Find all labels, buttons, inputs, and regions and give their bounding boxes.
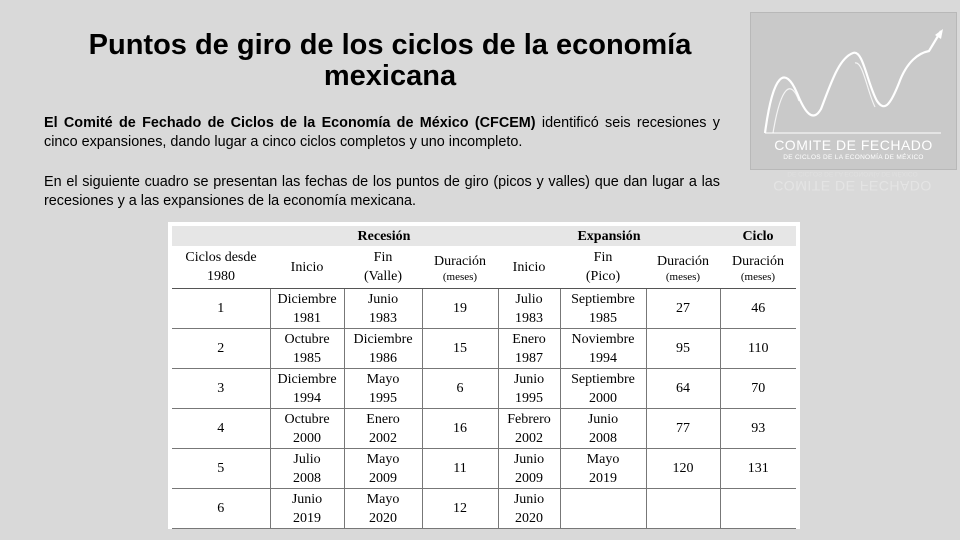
cell-exp-fin [560,289,646,329]
table-row [172,329,796,369]
cell-rec-dur: 16 [422,409,498,449]
cell-month: Junio [513,491,545,507]
cell-month: Julio [293,451,321,467]
cell-ciclo-dur: 46 [720,289,796,329]
cell-year: 1994 [293,390,321,406]
logo-name: COMITE DE FECHADO [774,137,933,153]
cell-exp-dur: 77 [646,409,720,449]
table-row [172,449,796,489]
cell-rec-inicio [270,329,344,369]
header-fin-pico-line1: Fin [593,250,613,265]
cell-ciclo: 1 [172,289,270,329]
cell-year: 2000 [293,430,321,446]
cell-ciclo-dur: 93 [720,409,796,449]
cell-ciclo: 4 [172,409,270,449]
header-ciclo-duracion [720,246,796,289]
cell-exp-dur: 95 [646,329,720,369]
cell-rec-inicio [270,449,344,489]
intro-paragraph [44,114,720,152]
cell-ciclo: 2 [172,329,270,369]
cell-rec-dur: 15 [422,329,498,369]
cell-month: Junio [367,291,399,307]
cell-exp-inicio [498,449,560,489]
cell-month: Septiembre [571,371,635,387]
cell-ciclo: 3 [172,369,270,409]
logo-subtitle: DE CICLOS DE LA ECONOMÍA DE MÉXICO [783,154,924,161]
header-meses2-label: (meses) [665,270,701,283]
header-fin-pico-line2: (Pico) [585,269,621,284]
cell-month: Junio [587,411,619,427]
header-rec-duracion [422,246,498,289]
cell-exp-inicio [498,289,560,329]
cell-year: 1983 [515,310,543,326]
cell-rec-fin [344,489,422,529]
cell-rec-fin [344,329,422,369]
cell-exp-inicio [498,329,560,369]
cell-rec-inicio [270,289,344,329]
cell-year: 2008 [589,430,617,446]
cell-year: 1995 [515,390,543,406]
intro-text: identificó seis recesiones y cinco expansiones, dando lugar a cinco ciclos completos y uno incompleto. [44,115,720,150]
cell-year: 1994 [589,350,617,366]
cell-year: 2008 [293,470,321,486]
logo-reflection-subtitle: DE CICLOS DE LA ECONOMÍA DE MÉXICO [787,170,918,177]
cell-month: Diciembre [353,331,413,347]
cell-year: 1987 [515,350,543,366]
cell-ciclo-dur [720,489,796,529]
cell-month: Mayo [366,451,400,467]
header-meses-label: (meses) [442,270,478,283]
cell-exp-dur [646,489,720,529]
page-title: Puntos de giro de los ciclos de la economía mexicana [88,29,692,92]
cell-exp-fin [560,449,646,489]
table-intro-paragraph: En el siguiente cuadro se presentan las fechas de los puntos de giro (picos y valles) que dan lugar a las recesiones y a las expansiones de la economía mexicana. [44,174,720,209]
cell-year: 1985 [589,310,617,326]
header-recesion: Recesión [270,226,498,246]
cell-year: 1983 [369,310,397,326]
header-meses3-label: (meses) [740,270,776,283]
header-fin-line1: Fin [373,250,393,265]
header-duracion2-label: Duración [656,253,710,269]
cell-ciclo-dur: 131 [720,449,796,489]
turning-points-table [172,226,796,529]
cell-month: Diciembre [277,291,337,307]
cell-exp-inicio [498,409,560,449]
header-sub-row [172,246,796,289]
table-row [172,409,796,449]
cell-exp-inicio [498,369,560,409]
cell-month: Junio [513,371,545,387]
header-exp-duracion [646,246,720,289]
cell-exp-dur: 120 [646,449,720,489]
header-exp-inicio: Inicio [498,246,560,289]
cell-month: Mayo [366,491,400,507]
cell-year: 2019 [293,510,321,526]
intro-bold-text: El Comité de Fechado de Ciclos de la Economía de México (CFCEM) [44,115,536,131]
logo-reflection-name: COMITE DE FECHADO [773,178,932,194]
cell-rec-inicio [270,369,344,409]
header-duracion-label: Duración [433,253,487,269]
cell-year: 2019 [589,470,617,486]
cell-exp-fin [560,329,646,369]
cell-rec-fin [344,289,422,329]
cell-month: Noviembre [571,331,635,347]
header-ciclos-line2: 1980 [207,269,235,284]
cell-month: Octubre [284,331,330,347]
cell-year: 2009 [515,470,543,486]
cell-year: 1986 [369,350,397,366]
cell-rec-dur: 11 [422,449,498,489]
table-row [172,489,796,529]
cell-month: Septiembre [571,291,635,307]
header-rec-inicio: Inicio [270,246,344,289]
cell-year: 2020 [369,510,397,526]
header-group-row [172,226,796,246]
table-row [172,289,796,329]
cell-year: 2002 [369,430,397,446]
cell-rec-inicio [270,489,344,529]
header-expansion: Expansión [498,226,720,246]
cell-rec-fin [344,449,422,489]
cell-month: Junio [291,491,323,507]
header-ciclos-line1: Ciclos desde [185,250,257,265]
cell-month: Febrero [507,411,551,427]
header-ciclos-desde [172,246,270,289]
cell-month: Junio [513,451,545,467]
header-duracion3-label: Duración [731,253,785,269]
cell-month: Enero [366,411,400,427]
header-exp-fin [560,246,646,289]
cell-month: Mayo [366,371,400,387]
cell-month: Octubre [284,411,330,427]
turning-points-table-container [168,222,800,529]
cell-year: 2020 [515,510,543,526]
cell-rec-dur: 19 [422,289,498,329]
cell-rec-fin [344,369,422,409]
cell-month: Mayo [586,451,620,467]
cell-exp-fin [560,409,646,449]
cell-year: 2000 [589,390,617,406]
table-row [172,369,796,409]
cell-ciclo: 5 [172,449,270,489]
cell-exp-fin [560,489,646,529]
cell-year: 2002 [515,430,543,446]
cell-month: Julio [515,291,543,307]
cfcem-logo [750,12,957,170]
cell-exp-dur: 27 [646,289,720,329]
cell-rec-inicio [270,409,344,449]
cell-ciclo-dur: 110 [720,329,796,369]
cell-exp-inicio [498,489,560,529]
header-rec-fin [344,246,422,289]
cell-month: Diciembre [277,371,337,387]
cell-rec-dur: 6 [422,369,498,409]
header-ciclo: Ciclo [720,226,796,246]
cell-ciclo-dur: 70 [720,369,796,409]
cell-month: Enero [512,331,546,347]
cell-year: 1985 [293,350,321,366]
cell-exp-fin [560,369,646,409]
logo-reflection [750,168,955,218]
cell-year: 1981 [293,310,321,326]
header-blank [172,226,270,246]
header-fin-line2: (Valle) [363,269,403,284]
cell-rec-dur: 12 [422,489,498,529]
cell-ciclo: 6 [172,489,270,529]
cell-rec-fin [344,409,422,449]
cell-year: 2009 [369,470,397,486]
cell-exp-dur: 64 [646,369,720,409]
cell-year: 1995 [369,390,397,406]
